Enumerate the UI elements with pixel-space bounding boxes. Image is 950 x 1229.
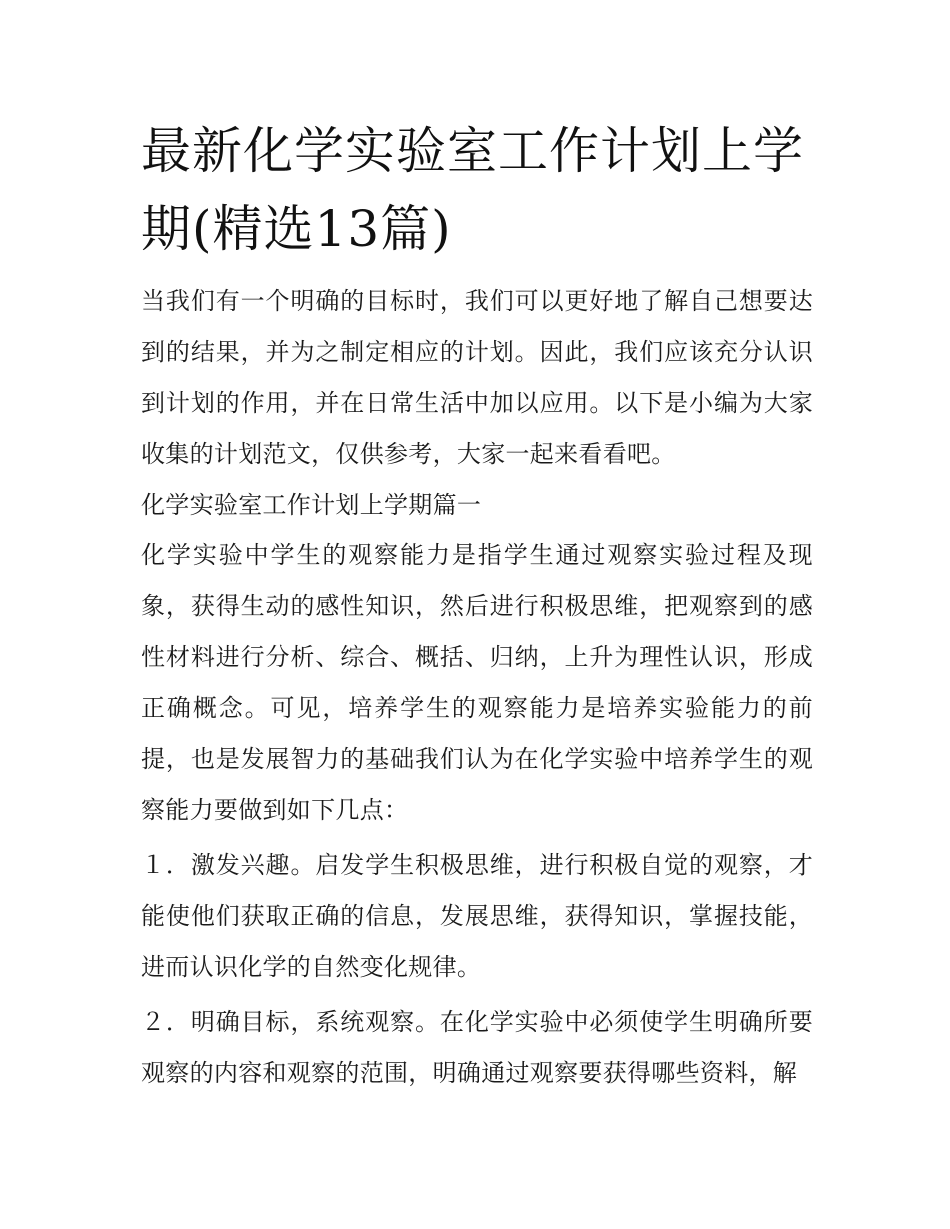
- section-heading: 化学实验室工作计划上学期篇一: [141, 491, 482, 519]
- document-body: [141, 276, 813, 1099]
- document-content: [141, 112, 813, 1099]
- body-paragraph: 化学实验中学生的观察能力是指学生通过观察实验过程及现象，获得生动的感性知识，然后进行积极思维，把观察到的感性材料进行分析、综合、概括、归纳，上升为理性认识，形成正确概念。可见，培养学生的观察能力是培养实验能力的前提，也是发展智力的基础我们认为在化学实验中培养学生的观察能力要做到如下几点：: [141, 541, 813, 824]
- intro-paragraph: 当我们有一个明确的目标时，我们可以更好地了解自己想要达到的结果，并为之制定相应的计划。因此，我们应该充分认识到计划的作用，并在日常生活中加以应用。以下是小编为大家收集的计划范文，仅供参考，大家一起来看看吧。: [141, 287, 813, 468]
- list-item-2: ２．明确目标，系统观察。在化学实验中必须使学生明确所要观察的内容和观察的范围，明确通过观察要获得哪些资料，解: [141, 1008, 813, 1087]
- document-title: 最新化学实验室工作计划上学期(精选13篇): [141, 122, 804, 258]
- list-item-1: １．激发兴趣。启发学生积极思维，进行积极自觉的观察，才能使他们获取正确的信息，发展思维，获得知识，掌握技能，进而认识化学的自然变化规律。: [141, 851, 813, 981]
